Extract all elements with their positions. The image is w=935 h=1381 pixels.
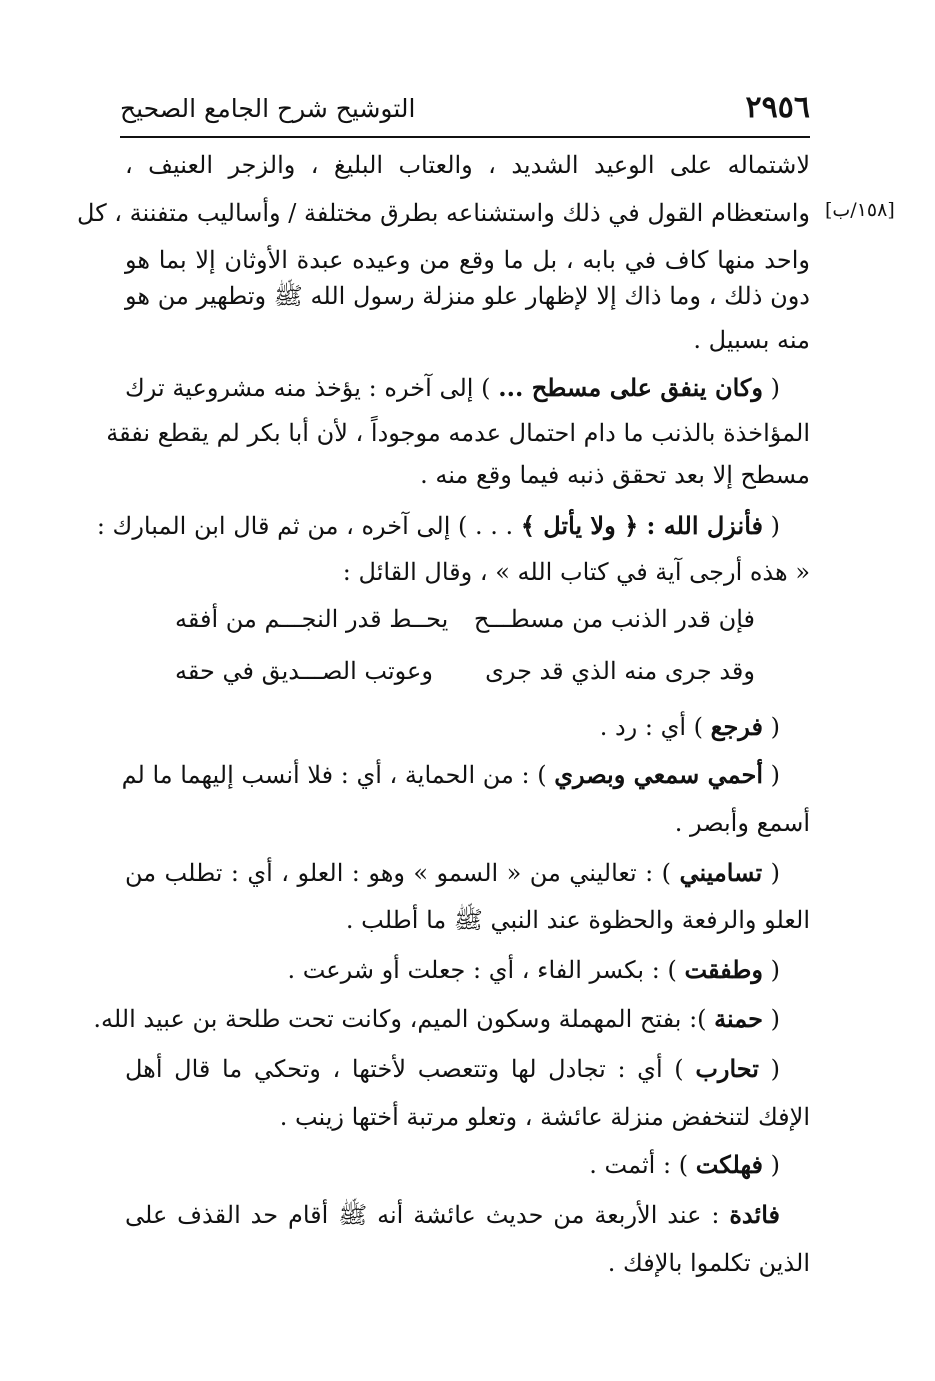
line-open-paren: (	[763, 713, 780, 741]
line-text: . . . ) إلى آخره ، من ثم قال ابن المبارك :	[96, 512, 521, 540]
lemma-keyword: وكان ينفق على مسطح ...	[498, 373, 763, 402]
text-line	[125, 150, 810, 180]
line-text: أسمع وأبصر .	[674, 809, 810, 837]
margin-folio-note: [١٥٨/ب]	[825, 199, 895, 221]
line-text: العلو والرفعة والحظوة عند النبي ﷺ ما أطلب .	[345, 906, 810, 934]
text-line	[125, 325, 810, 355]
line-text: لاشتماله على الوعيد الشديد ، والعتاب البليغ ، والزجر العنيف ،	[125, 151, 810, 179]
text-line	[125, 1248, 810, 1278]
text-line	[125, 955, 780, 985]
line-text: : عند الأربعة من حديث عائشة أنه ﷺ أقام حد القذف على	[125, 1201, 730, 1229]
line-text: واستعظام القول في ذلك واستشناعه بطرق مختلفة / وأساليب متفننة ، كل	[77, 199, 810, 227]
text-line	[125, 281, 810, 311]
text-line	[125, 460, 810, 490]
header-rule	[120, 136, 810, 138]
running-title: التوشيح شرح الجامع الصحيح	[120, 94, 416, 123]
verse-line-2	[175, 657, 755, 689]
lemma-keyword: أحمي سمعي وبصري	[554, 760, 763, 789]
line-open-paren: (	[758, 1055, 781, 1083]
text-line	[77, 198, 810, 228]
line-text: منه بسبيل .	[693, 326, 810, 354]
text-line	[125, 1150, 780, 1180]
line-open-paren: (	[762, 859, 780, 887]
verse-2-second-hemistich: وعوتب الصـــديق في حقه	[175, 657, 433, 685]
line-text: الذين تكلموا بالإفك .	[607, 1249, 810, 1277]
line-open-paren: (	[763, 956, 780, 984]
verse-line-1	[175, 605, 755, 637]
line-open-paren: (	[763, 761, 780, 789]
lemma-keyword: وطفقت	[684, 955, 763, 984]
text-line	[125, 905, 810, 935]
line-text: واحد منها كاف في بابه ، بل ما وقع من وعيده عبدة الأوثان إلا بما هو	[125, 246, 811, 274]
page-number: ٢٩٥٦	[745, 90, 810, 125]
line-text: المؤاخذة بالذنب ما دام احتمال عدمه موجوداً ، لأن أبا بكر لم يقطع نفقة	[106, 419, 810, 447]
text-line	[125, 712, 780, 742]
lemma-keyword: فرجع	[710, 712, 763, 741]
line-text: ) أي : رد .	[599, 713, 711, 741]
line-text: ) : بكسر الفاء ، أي : جعلت أو شرعت .	[287, 956, 685, 984]
text-line	[125, 373, 780, 403]
line-open-paren: (	[763, 1005, 780, 1033]
verse-1-second-hemistich: يحــط قدر النجـــم من أفقه	[175, 605, 449, 633]
text-line	[96, 511, 780, 541]
line-text: الإفك لتنخفض منزلة عائشة ، وتعلو مرتبة أختها زينب .	[279, 1103, 810, 1131]
line-text: « هذه أرجى آية في كتاب الله » ، وقال القائل :	[342, 558, 810, 586]
line-text: ) أي : تجادل لها وتتعصب لأختها ، وتحكي ما قال أهل	[125, 1055, 696, 1083]
line-open-paren: (	[762, 374, 780, 402]
text-line	[93, 1004, 780, 1034]
line-text: دون ذلك ، وما ذاك إلا لإظهار علو منزلة رسول الله ﷺ وتطهير من هو	[125, 282, 810, 310]
lemma-keyword: فأنزل الله : ﴿ ولا يأتل ﴾	[520, 511, 763, 540]
lemma-keyword: فائدة	[729, 1200, 780, 1229]
line-text: ) : من الحماية ، أي : فلا أنسب إليهما ما لم	[121, 761, 555, 789]
text-line	[125, 557, 810, 587]
page-header	[120, 90, 810, 130]
line-open-paren: (	[763, 512, 780, 540]
line-text: ) : أثمت .	[589, 1151, 696, 1179]
verse-1-first-hemistich: فإن قدر الذنب من مسطـــح	[473, 605, 755, 633]
text-line	[125, 1102, 810, 1132]
text-line	[125, 858, 780, 888]
line-text: ) : تعاليني من « السمو » وهو : العلو ، أي : تطلب من	[125, 859, 680, 887]
text-line	[125, 808, 810, 838]
lemma-keyword: فهلكت	[695, 1150, 763, 1179]
text-line	[125, 245, 810, 275]
lemma-keyword: تحارب	[695, 1054, 759, 1083]
lemma-keyword: حمنة	[714, 1004, 763, 1033]
line-open-paren: (	[763, 1151, 780, 1179]
lemma-keyword: تساميني	[679, 858, 763, 887]
text-line	[121, 760, 780, 790]
verse-2-first-hemistich: وقد جرى منه الذي قد جرى	[485, 657, 755, 685]
line-text: مسطح إلا بعد تحقق ذنبه فيما وقع منه .	[420, 461, 810, 489]
text-line	[125, 1200, 780, 1230]
line-text: ) إلى آخره : يؤخذ منه مشروعية ترك	[125, 374, 499, 402]
text-line	[125, 1054, 780, 1084]
text-line	[106, 418, 810, 448]
line-text: ): بفتح المهملة وسكون الميم، وكانت تحت طلحة بن عبيد الله.	[93, 1005, 715, 1033]
